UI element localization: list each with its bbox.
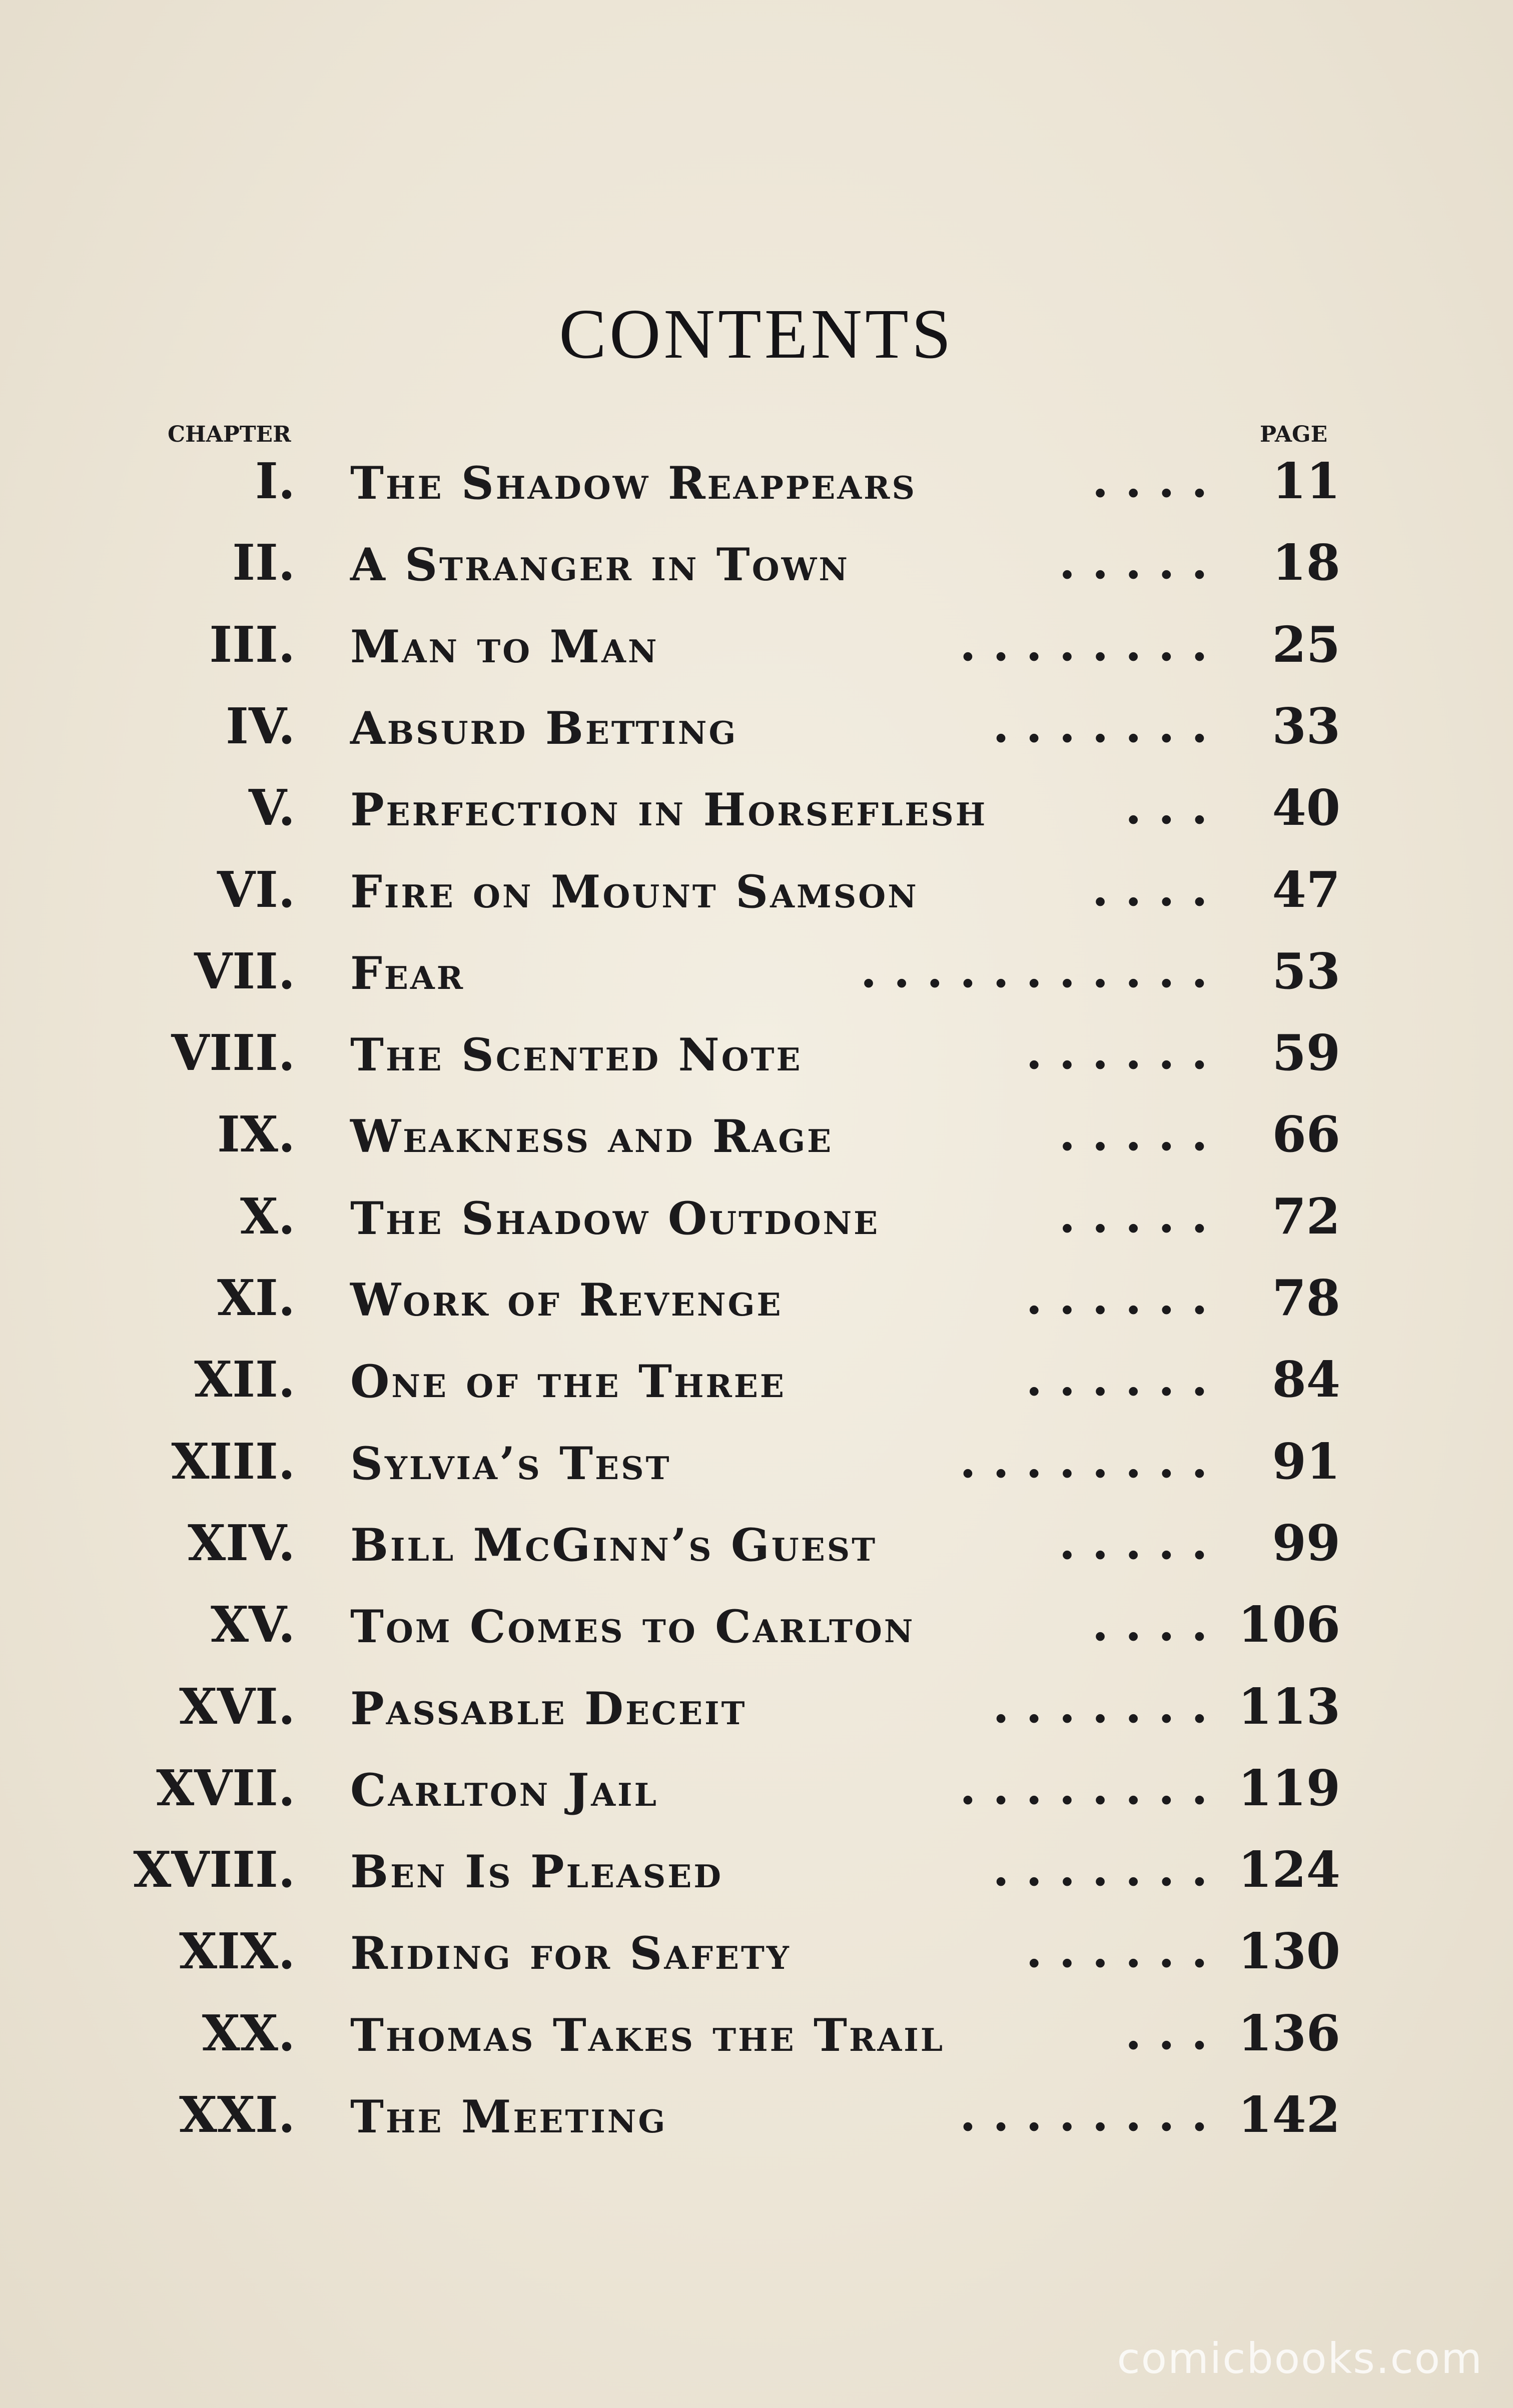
chapter-title: The Shadow Reappears <box>350 457 917 510</box>
watermark: comicbooks.com <box>1117 2334 1483 2383</box>
dot-leader: . . . . <box>1092 453 1208 508</box>
page-number: 33 <box>1272 698 1340 755</box>
dot-leader: . . . . . . . . . . . <box>860 943 1208 998</box>
chapter-numeral: XI. <box>217 1270 295 1327</box>
page-number: 47 <box>1272 861 1340 919</box>
dot-leader: . . . . . . <box>1026 1923 1208 1978</box>
chapter-numeral: IV. <box>226 698 295 755</box>
chapter-numeral: VII. <box>194 943 295 1000</box>
toc-entry <box>0 779 1513 861</box>
chapter-title: The Meeting <box>350 2090 667 2143</box>
dot-leader: . . . . . . <box>1026 1270 1208 1325</box>
chapter-numeral: XXI. <box>179 2086 295 2144</box>
dot-leader: . . . <box>1125 2005 1208 2060</box>
page-number: 136 <box>1238 2005 1340 2062</box>
toc-entry <box>0 1515 1513 1596</box>
page-number: 40 <box>1272 779 1340 837</box>
dot-leader: . . . . . . <box>1026 1351 1208 1407</box>
page-number: 142 <box>1238 2086 1340 2144</box>
dot-leader: . . . . . . . . <box>959 1433 1208 1489</box>
chapter-title: Passable Deceit <box>350 1682 747 1735</box>
chapter-title: A Stranger in Town <box>350 538 850 591</box>
chapter-numeral: VI. <box>217 861 295 919</box>
page-number: 91 <box>1272 1433 1340 1491</box>
chapter-title: Bill McGinn’s Guest <box>350 1519 878 1572</box>
page-column-header: PAGE <box>1260 422 1328 447</box>
chapter-numeral: X. <box>240 1188 295 1246</box>
toc-entry <box>0 1106 1513 1187</box>
page-number: 59 <box>1272 1024 1340 1082</box>
toc-entry <box>0 943 1513 1024</box>
page-number: 18 <box>1272 534 1340 592</box>
toc-entry <box>0 1923 1513 2004</box>
toc-entry <box>0 861 1513 943</box>
chapter-title: Absurd Betting <box>350 702 738 755</box>
dot-leader: . . . . . . . <box>993 1841 1208 1897</box>
page-title: CONTENTS <box>559 294 954 373</box>
page-number: 25 <box>1272 616 1340 674</box>
chapter-numeral: V. <box>248 779 295 837</box>
chapter-title: Riding for Safety <box>350 1927 791 1980</box>
chapter-numeral: VIII. <box>171 1024 295 1082</box>
chapter-numeral: IX. <box>217 1106 295 1163</box>
toc-entry <box>0 1351 1513 1433</box>
page-number: 53 <box>1272 943 1340 1000</box>
page-number: 99 <box>1272 1515 1340 1572</box>
toc-entry <box>0 698 1513 779</box>
chapter-numeral: II. <box>232 534 295 592</box>
chapter-numeral: XV. <box>210 1596 295 1654</box>
dot-leader: . . . . . <box>1059 1188 1208 1244</box>
dot-leader: . . . . . <box>1059 1515 1208 1570</box>
chapter-numeral: XIII. <box>171 1433 295 1491</box>
dot-leader: . . . . <box>1092 1596 1208 1652</box>
chapter-column-header: CHAPTER <box>168 422 291 447</box>
chapter-title: The Scented Note <box>350 1028 803 1081</box>
chapter-numeral: XIX. <box>179 1923 295 1980</box>
dot-leader: . . . . . <box>1059 1106 1208 1161</box>
chapter-numeral: I. <box>255 453 295 510</box>
chapter-title: Work of Revenge <box>350 1274 783 1327</box>
chapter-title: Perfection in Horseflesh <box>350 783 988 836</box>
chapter-title: Carlton Jail <box>350 1764 658 1817</box>
chapter-title: One of the Three <box>350 1355 786 1408</box>
chapter-numeral: XX. <box>202 2005 295 2062</box>
page-number: 72 <box>1272 1188 1340 1246</box>
dot-leader: . . . . <box>1092 861 1208 917</box>
page-number: 106 <box>1238 1596 1340 1654</box>
chapter-numeral: XVII. <box>156 1760 295 1817</box>
chapter-numeral: XII. <box>194 1351 295 1409</box>
chapter-numeral: XIV. <box>188 1515 295 1572</box>
page-number: 113 <box>1238 1678 1340 1736</box>
chapter-title: Fear <box>350 947 465 1000</box>
toc-entry <box>0 1024 1513 1106</box>
toc-entry <box>0 2086 1513 2168</box>
page-number: 66 <box>1272 1106 1340 1163</box>
page-number: 84 <box>1272 1351 1340 1409</box>
dot-leader: . . . . . . . . <box>959 2086 1208 2142</box>
toc-entry <box>0 534 1513 616</box>
page-number: 78 <box>1272 1270 1340 1327</box>
chapter-title: Man to Man <box>350 620 659 673</box>
toc-entry <box>0 1433 1513 1515</box>
page-number: 11 <box>1272 453 1340 510</box>
page-number: 119 <box>1238 1760 1340 1817</box>
dot-leader: . . . . . . . <box>993 1678 1208 1734</box>
page-number: 130 <box>1238 1923 1340 1980</box>
toc-entry <box>0 1596 1513 1678</box>
toc-entry <box>0 1188 1513 1270</box>
chapter-title: Thomas Takes the Trail <box>350 2009 945 2062</box>
toc-entry <box>0 2005 1513 2086</box>
chapter-numeral: III. <box>209 616 295 674</box>
dot-leader: . . . . . . . <box>993 698 1208 753</box>
toc-entry <box>0 453 1513 534</box>
dot-leader: . . . . . . . . <box>959 1760 1208 1815</box>
chapter-title: Sylvia’s Test <box>350 1437 671 1490</box>
chapter-numeral: XVI. <box>179 1678 295 1736</box>
chapter-title: Ben Is Pleased <box>350 1845 723 1898</box>
chapter-title: Weakness and Rage <box>350 1110 834 1163</box>
dot-leader: . . . . . . <box>1026 1024 1208 1080</box>
dot-leader: . . . . . . . . <box>959 616 1208 672</box>
chapter-title: The Shadow Outdone <box>350 1192 880 1245</box>
chapter-title: Tom Comes to Carlton <box>350 1600 915 1653</box>
toc-entry <box>0 1841 1513 1923</box>
dot-leader: . . . <box>1125 779 1208 835</box>
toc-entry <box>0 1678 1513 1760</box>
toc-entry <box>0 1760 1513 1841</box>
page-number: 124 <box>1238 1841 1340 1899</box>
dot-leader: . . . . . <box>1059 534 1208 590</box>
toc-entry <box>0 1270 1513 1351</box>
toc-entry <box>0 616 1513 698</box>
chapter-title: Fire on Mount Samson <box>350 865 919 918</box>
chapter-numeral: XVIII. <box>133 1841 295 1899</box>
